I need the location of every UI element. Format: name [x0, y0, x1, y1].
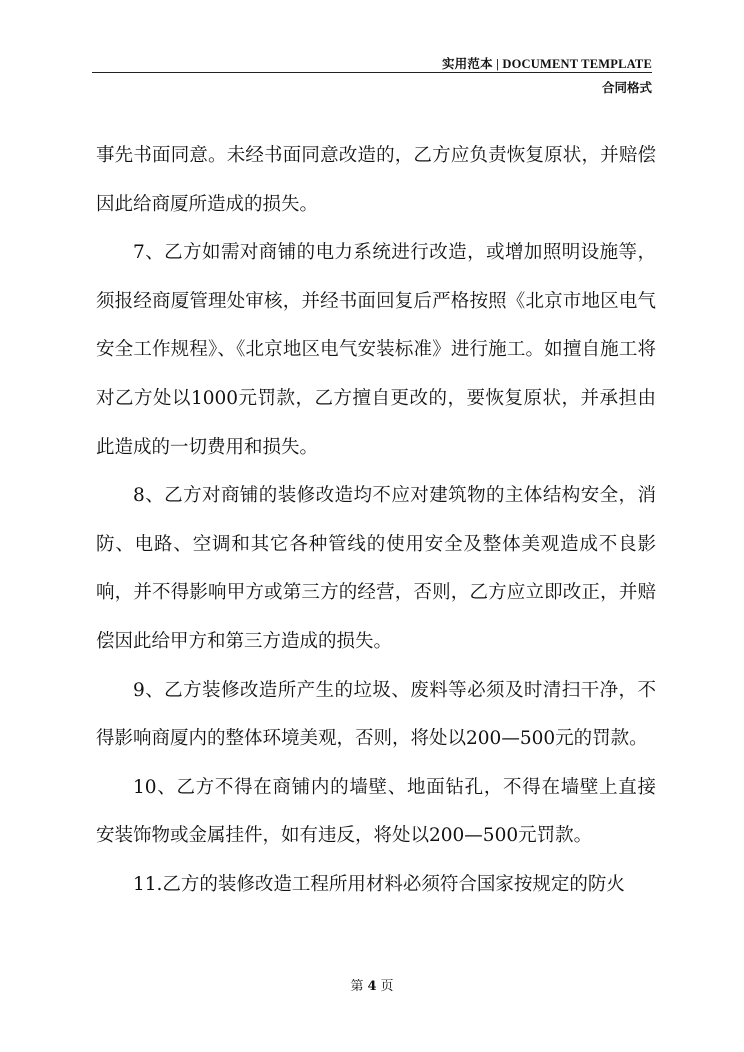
paragraph-clause-8: 8、乙方对商铺的装修改造均不应对建筑物的主体结构安全，消防、电路、空调和其它各种管线的使用安全及整体美观造成不良影响，并不得影响甲方或第三方的经营，否则，乙方应立即改正，并赔偿因此给甲方和第三方造成的损失。 [96, 485, 656, 652]
header-divider [92, 72, 652, 73]
page-number-value: 4 [367, 979, 377, 994]
paragraph-clause-9: 9、乙方装修改造所产生的垃圾、废料等必须及时清扫干净，不得影响商厦内的整体环境美观，否则，将处以200—500元的罚款。 [96, 679, 656, 750]
header-subtitle: 合同格式 [601, 80, 652, 95]
paragraph-clause-11: 11.乙方的装修改造工程所用材料必须符合国家按规定的防火 [133, 873, 625, 895]
paragraph-clause-7: 7、乙方如需对商铺的电力系统进行改造，或增加照明设施等，须报经商厦管理处审核，并经书面回复后严格按照《北京市地区电气安全工作规程》、《北京地区电气安装标准》进行施工。如擅自施工将对乙方处以1000元罚款，乙方擅自更改的，要恢复原状，并承担由此造成的一切费用和损失。 [96, 242, 656, 458]
document-body [96, 132, 656, 910]
page-number-prefix: 第 [350, 979, 364, 994]
header-brand: 实用范本 | DOCUMENT TEMPLATE [441, 57, 652, 71]
paragraph-clause-10: 10、乙方不得在商铺内的墙壁、地面钻孔，不得在墙壁上直接安装饰物或金属挂件，如有违反，将处以200—500元罚款。 [96, 776, 656, 847]
paragraph-continuation: 事先书面同意。未经书面同意改造的，乙方应负责恢复原状，并赔偿因此给商厦所造成的损失。 [96, 145, 656, 215]
page-number [0, 975, 744, 994]
page-number-suffix: 页 [380, 979, 394, 994]
